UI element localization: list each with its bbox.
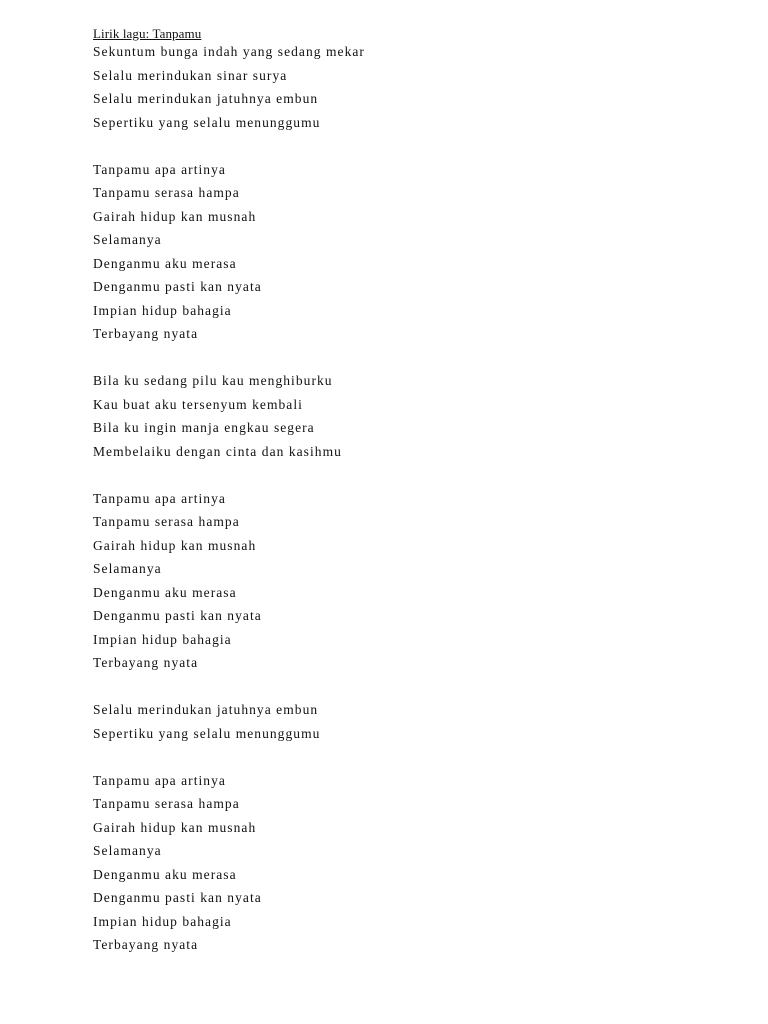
lyric-line: Tanpamu serasa hampa — [93, 514, 240, 529]
lyric-line: Impian hidup bahagia — [93, 302, 232, 318]
lyric-line: Denganmu aku merasa — [93, 255, 237, 271]
lyric-line: Selalu merindukan sinar surya — [93, 67, 288, 83]
stanza-2 — [93, 158, 365, 346]
lyric-line: Kau buat aku tersenyum kembali — [93, 396, 303, 412]
stanza-4 — [93, 487, 365, 675]
lyric-line: Selamanya — [93, 232, 162, 247]
lyric-line: Sepertiku yang selalu menunggumu — [93, 114, 321, 130]
lyric-line: Tanpamu apa artinya — [93, 161, 226, 177]
lyric-line: Tanpamu apa artinya — [93, 490, 226, 506]
lyric-line: Denganmu aku merasa — [93, 584, 237, 600]
lyric-line: Gairah hidup kan musnah — [93, 537, 257, 553]
lyrics-body — [93, 40, 365, 980]
lyric-line: Bila ku ingin manja engkau segera — [93, 420, 315, 435]
stanza-1 — [93, 40, 365, 134]
lyric-line: Gairah hidup kan musnah — [93, 819, 257, 835]
lyric-line: Selamanya — [93, 843, 162, 858]
lyric-line: Selalu merindukan jatuhnya embun — [93, 702, 319, 717]
lyric-line: Gairah hidup kan musnah — [93, 208, 257, 224]
lyric-line: Bila ku sedang pilu kau menghiburku — [93, 373, 333, 388]
lyric-line: Terbayang nyata — [93, 937, 199, 952]
lyric-line: Terbayang nyata — [93, 655, 199, 670]
lyric-line: Sepertiku yang selalu menunggumu — [93, 725, 321, 741]
lyric-line: Selalu merindukan jatuhnya embun — [93, 91, 319, 106]
stanza-3 — [93, 369, 365, 463]
lyric-line: Denganmu pasti kan nyata — [93, 608, 262, 623]
lyric-line: Tanpamu serasa hampa — [93, 796, 240, 811]
lyric-line: Tanpamu serasa hampa — [93, 185, 240, 200]
lyric-line: Terbayang nyata — [93, 326, 199, 341]
lyric-line: Impian hidup bahagia — [93, 913, 232, 929]
lyric-line: Denganmu pasti kan nyata — [93, 890, 262, 905]
lyric-line: Sekuntum bunga indah yang sedang mekar — [93, 44, 365, 59]
lyric-line: Denganmu aku merasa — [93, 866, 237, 882]
stanza-5 — [93, 698, 365, 745]
stanza-6 — [93, 769, 365, 957]
lyric-line: Impian hidup bahagia — [93, 631, 232, 647]
document-title: Lirik lagu: Tanpamu — [93, 26, 202, 41]
lyric-line: Tanpamu apa artinya — [93, 772, 226, 788]
lyric-line: Denganmu pasti kan nyata — [93, 279, 262, 294]
lyric-line: Membelaiku dengan cinta dan kasihmu — [93, 443, 342, 459]
lyric-line: Selamanya — [93, 561, 162, 576]
